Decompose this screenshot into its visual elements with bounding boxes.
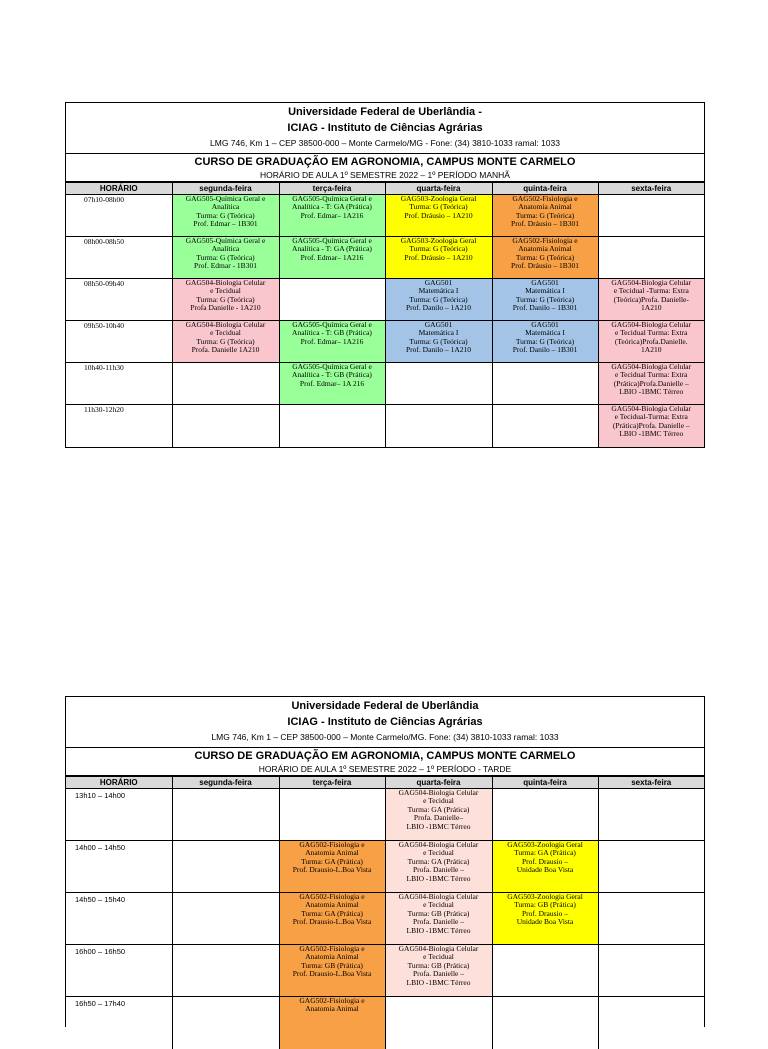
- class-info-line: Turma: G (Teórica): [515, 336, 575, 346]
- class-info-line: Prof. Danilo – 1A210: [406, 345, 471, 355]
- class-info-line: GAG505-Química Geral e: [292, 321, 372, 329]
- class-info-line: Analítica - T: GB (Prática): [292, 328, 372, 338]
- class-info-line: Matemática I: [418, 328, 459, 338]
- time-slot: 14h00 – 14h50: [66, 841, 172, 893]
- timetable-row: [66, 893, 704, 945]
- class-info-line: Turma: G (Teórica): [196, 252, 255, 262]
- column-header: quarta-feira: [385, 183, 492, 195]
- empty-cell: [598, 789, 704, 841]
- class-info-line: Analítica: [211, 244, 240, 254]
- class-info-line: GAG501: [424, 279, 453, 287]
- class-info-line: Prof. Edmar - 1B301: [194, 261, 257, 271]
- class-info-line: GAG502-Fisiologia e: [512, 195, 578, 203]
- class-info-line: Turma: G (Teórica): [196, 336, 255, 346]
- class-info-line: (Prática)Profa.Danielle –: [613, 378, 689, 388]
- class-info-line: Anatomia Animal: [305, 900, 359, 910]
- class-info-line: Profa. Danielle –: [412, 865, 465, 875]
- timetable-row: [66, 997, 704, 1049]
- class-cell: [385, 789, 492, 841]
- empty-cell: [598, 893, 704, 945]
- column-header: HORÁRIO: [66, 183, 172, 195]
- class-info-line: GAG505-Química Geral e: [185, 195, 266, 203]
- class-info-line: Anatomia Animal: [305, 952, 359, 962]
- class-info-line: Unidade Boa Vista: [516, 865, 574, 875]
- class-info-line: Prof. Drausio –: [521, 856, 569, 866]
- empty-cell: [172, 997, 279, 1049]
- class-info-line: Prof. Dráusio – 1B301: [511, 261, 579, 271]
- empty-cell: [172, 841, 279, 893]
- afternoon-timetable: [66, 776, 704, 1049]
- class-cell: [385, 893, 492, 945]
- class-info-line: GAG504-Biologia Celular: [398, 893, 479, 901]
- address-line: LMG 746, Km 1 – CEP 38500-000 – Monte Carmelo/MG. Fone: (34) 3810-1033 ramal: 1033: [211, 732, 559, 742]
- class-info-line: Turma: G (Teórica): [515, 252, 575, 262]
- class-info-line: LBIO -1BMC Térreo: [406, 977, 471, 987]
- class-info-line: Turma: G (Teórica): [515, 210, 575, 220]
- empty-cell: [385, 997, 492, 1049]
- class-info-line: e Tecidual Turma: Extra: [615, 370, 688, 380]
- class-info-line: e Tecidual: [210, 328, 241, 338]
- class-info-line: Unidade Boa Vista: [516, 917, 574, 927]
- empty-cell: [598, 841, 704, 893]
- class-info-line: GAG504-Biologia Celular: [398, 789, 479, 797]
- class-cell: [279, 945, 385, 997]
- empty-cell: [492, 945, 598, 997]
- class-info-line: Matemática I: [525, 286, 565, 296]
- class-cell: [172, 279, 279, 321]
- course-title: CURSO DE GRADUAÇÃO EM AGRONOMIA, CAMPUS MONTE CARMELO: [194, 750, 576, 762]
- class-cell: [385, 195, 492, 237]
- class-info-line: GAG501: [531, 279, 559, 287]
- empty-cell: [492, 789, 598, 841]
- time-slot: 13h10 – 14h00: [66, 789, 172, 841]
- class-info-line: Turma: G (Teórica): [409, 336, 468, 346]
- class-info-line: GAG501: [424, 321, 453, 329]
- class-info-line: Prof. Edmar– 1A 216: [299, 378, 365, 388]
- class-info-line: Turma: GA (Prática): [407, 856, 470, 866]
- time-slot: 14h50 – 15h40: [66, 893, 172, 945]
- afternoon-course: [66, 748, 704, 776]
- class-info-line: GAG504-Biologia Celular: [398, 945, 479, 953]
- class-info-line: Turma: GB (Prática): [514, 900, 576, 910]
- class-info-line: Turma: G (Teórica): [409, 294, 468, 304]
- class-info-line: GAG502-Fisiologia e: [512, 237, 578, 245]
- empty-cell: [492, 363, 598, 405]
- class-info-line: Anatomia Animal: [518, 244, 572, 254]
- class-info-line: GAG503-Zoologia Geral: [507, 893, 583, 901]
- class-info-line: Turma: GA (Prática): [407, 804, 470, 814]
- empty-cell: [279, 405, 385, 447]
- class-info-line: GAG504-Biologia Celular: [611, 363, 692, 371]
- column-header: quinta-feira: [492, 183, 598, 195]
- class-info-line: GAG503-Zoologia Geral: [400, 195, 477, 203]
- university-name: Universidade Federal de Uberlândia: [291, 700, 479, 712]
- timetable-row: [66, 279, 704, 321]
- class-info-line: GAG502-Fisiologia e: [299, 997, 365, 1005]
- class-cell: [279, 363, 385, 405]
- class-info-line: (Teórica)Profa. Danielle-: [613, 294, 689, 304]
- institute-name: ICIAG - Instituto de Ciências Agrárias: [287, 122, 483, 134]
- time-slot: 09h50-10h40: [66, 321, 172, 363]
- class-cell: [172, 237, 279, 279]
- timetable-header-row: [66, 777, 704, 789]
- class-cell: [492, 321, 598, 363]
- class-cell: [279, 321, 385, 363]
- column-header: HORÁRIO: [66, 777, 172, 789]
- class-info-line: GAG505-Química Geral e: [292, 237, 372, 245]
- class-info-line: e Tecidual Turma: Extra: [615, 328, 688, 338]
- class-info-line: LBIO -1BMC Térreo: [406, 821, 471, 831]
- class-info-line: Prof. Drausio-L.Boa Vista: [292, 865, 372, 875]
- class-info-line: Matemática I: [525, 328, 565, 338]
- class-info-line: Prof. Danilo – 1A210: [406, 303, 471, 313]
- class-info-line: Turma: G (Teórica): [409, 244, 468, 254]
- class-info-line: Prof. Drausio –: [521, 908, 569, 918]
- time-slot: 16h00 – 16h50: [66, 945, 172, 997]
- class-info-line: Turma: G (Teórica): [196, 294, 255, 304]
- morning-course: [66, 154, 704, 182]
- class-info-line: Turma: G (Teórica): [515, 294, 575, 304]
- timetable-row: [66, 195, 704, 237]
- class-info-line: Prof. Danilo – 1B301: [512, 345, 578, 355]
- course-subtitle: HORÁRIO DE AULA 1º SEMESTRE 2022 – 1º PERÍODO - TARDE: [258, 764, 512, 774]
- class-info-line: GAG504-Biologia Celular: [398, 841, 479, 849]
- class-cell: [385, 841, 492, 893]
- class-info-line: Anatomia Animal: [305, 1004, 359, 1014]
- class-info-line: Profa. Danielle 1A210: [191, 345, 260, 355]
- class-cell: [598, 279, 704, 321]
- class-info-line: e Tecidual -Turma: Extra: [613, 286, 689, 296]
- class-info-line: Profa. Danielle–: [413, 813, 464, 823]
- class-info-line: (Teórica)Profa.Danielle.: [614, 336, 688, 346]
- time-slot: 16h50 – 17h40: [66, 997, 172, 1049]
- class-cell: [492, 893, 598, 945]
- class-cell: [172, 195, 279, 237]
- column-header: segunda-feira: [172, 777, 279, 789]
- class-info-line: Prof. Edmar – 1B301: [193, 219, 258, 229]
- class-cell: [172, 321, 279, 363]
- class-cell: [385, 237, 492, 279]
- class-info-line: Turma: G (Teórica): [409, 202, 468, 212]
- empty-cell: [385, 405, 492, 447]
- empty-cell: [279, 279, 385, 321]
- class-info-line: Matemática I: [418, 286, 459, 296]
- empty-cell: [598, 997, 704, 1049]
- class-cell: [385, 321, 492, 363]
- class-info-line: Analítica - T: GA (Prática): [292, 244, 372, 254]
- course-subtitle: HORÁRIO DE AULA 1º SEMESTRE 2022 – 1º PERÍODO MANHÃ: [260, 170, 510, 180]
- class-cell: [279, 841, 385, 893]
- class-info-line: (Prática)Profa. Danielle –: [612, 420, 690, 430]
- time-slot: 07h10-08h00: [66, 195, 172, 237]
- class-info-line: GAG504-Biologia Celular: [611, 321, 692, 329]
- class-cell: [279, 997, 385, 1049]
- class-info-line: GAG505-Química Geral e: [292, 363, 372, 371]
- class-cell: [492, 279, 598, 321]
- class-info-line: GAG504-Biologia Celular: [185, 279, 266, 287]
- class-info-line: e Tecidual: [210, 286, 241, 296]
- class-info-line: Turma: GB (Prática): [407, 960, 470, 970]
- empty-cell: [598, 237, 704, 279]
- time-slot: 10h40-11h30: [66, 363, 172, 405]
- timetable-row: [66, 841, 704, 893]
- empty-cell: [385, 363, 492, 405]
- class-info-line: Prof. Dráusio – 1A210: [404, 210, 473, 220]
- afternoon-header: [66, 697, 704, 748]
- class-info-line: e Tecidual: [423, 900, 454, 910]
- class-info-line: Analítica: [211, 202, 240, 212]
- time-slot: 08h00-08h50: [66, 237, 172, 279]
- time-slot: 11h30-12h20: [66, 405, 172, 447]
- column-header: segunda-feira: [172, 183, 279, 195]
- empty-cell: [172, 789, 279, 841]
- class-info-line: Turma: GA (Prática): [301, 908, 363, 918]
- class-info-line: Prof. Edmar– 1A216: [300, 252, 364, 262]
- empty-cell: [492, 405, 598, 447]
- class-info-line: GAG505-Química Geral e: [292, 195, 372, 203]
- empty-cell: [172, 363, 279, 405]
- class-cell: [598, 363, 704, 405]
- course-title: CURSO DE GRADUAÇÃO EM AGRONOMIA, CAMPUS MONTE CARMELO: [194, 156, 576, 168]
- class-info-line: GAG501: [531, 321, 559, 329]
- class-info-line: 1A210: [641, 303, 662, 313]
- class-info-line: Anatomia Animal: [518, 202, 572, 212]
- class-info-line: Prof. Dráusio – 1B301: [511, 219, 579, 229]
- class-info-line: Profa. Danielle –: [412, 969, 465, 979]
- class-info-line: GAG503-Zoologia Geral: [507, 841, 583, 849]
- class-info-line: LBIO -1BMC Térreo: [619, 429, 684, 439]
- column-header: sexta-feira: [598, 777, 704, 789]
- class-cell: [492, 237, 598, 279]
- empty-cell: [598, 195, 704, 237]
- column-header: terça-feira: [279, 777, 385, 789]
- class-info-line: GAG502-Fisiologia e: [299, 893, 365, 901]
- class-info-line: GAG504-Biologia Celular: [611, 405, 692, 413]
- class-info-line: Prof. Edmar– 1A216: [300, 336, 364, 346]
- class-info-line: Prof. Danilo – 1B301: [512, 303, 578, 313]
- morning-schedule: [65, 102, 705, 448]
- empty-cell: [598, 945, 704, 997]
- class-info-line: Turma: GB (Prática): [301, 960, 363, 970]
- class-info-line: LBIO -1BMC Térreo: [619, 387, 684, 397]
- column-header: terça-feira: [279, 183, 385, 195]
- class-info-line: Prof. Dráusio – 1A210: [404, 252, 473, 262]
- timetable-row: [66, 237, 704, 279]
- university-name: Universidade Federal de Uberlândia -: [288, 106, 482, 118]
- class-cell: [279, 893, 385, 945]
- morning-header: [66, 103, 704, 154]
- class-info-line: GAG502-Fisiologia e: [299, 841, 365, 849]
- timetable-row: [66, 405, 704, 447]
- class-cell: [385, 279, 492, 321]
- class-cell: [492, 195, 598, 237]
- class-cell: [492, 841, 598, 893]
- timetable-header-row: [66, 183, 704, 195]
- class-cell: [598, 321, 704, 363]
- class-info-line: e Tecidual: [423, 796, 454, 806]
- class-info-line: Prof. Drausio-L.Boa Vista: [292, 969, 372, 979]
- class-info-line: e Tecidual: [423, 848, 454, 858]
- address-line: LMG 746, Km 1 – CEP 38500-000 – Monte Carmelo/MG - Fone: (34) 3810-1033 ramal: 1033: [210, 138, 560, 148]
- class-info-line: GAG502-Fisiologia e: [299, 945, 365, 953]
- timetable-row: [66, 789, 704, 841]
- class-cell: [385, 945, 492, 997]
- class-info-line: 1A210: [641, 345, 662, 355]
- class-cell: [598, 405, 704, 447]
- class-cell: [279, 237, 385, 279]
- class-info-line: Prof. Edmar– 1A216: [300, 210, 364, 220]
- empty-cell: [172, 945, 279, 997]
- class-info-line: e Tecidual: [423, 952, 454, 962]
- timetable-row: [66, 363, 704, 405]
- empty-cell: [279, 789, 385, 841]
- class-info-line: Turma: GB (Prática): [407, 908, 470, 918]
- class-info-line: GAG504-Biologia Celular: [611, 279, 692, 287]
- timetable-row: [66, 945, 704, 997]
- class-info-line: Analítica - T: GA (Prática): [292, 202, 372, 212]
- empty-cell: [172, 405, 279, 447]
- time-slot: 08h50-09h40: [66, 279, 172, 321]
- column-header: quarta-feira: [385, 777, 492, 789]
- empty-cell: [172, 893, 279, 945]
- class-info-line: Turma: GA (Prática): [514, 848, 576, 858]
- class-info-line: e Tecidual-Turma: Extra: [614, 412, 688, 422]
- class-info-line: Anatomia Animal: [305, 848, 359, 858]
- empty-cell: [492, 997, 598, 1049]
- class-info-line: Turma: GA (Prática): [301, 856, 363, 866]
- column-header: sexta-feira: [598, 183, 704, 195]
- class-info-line: LBIO -1BMC Térreo: [406, 873, 471, 883]
- class-info-line: Profa. Danielle –: [412, 917, 465, 927]
- institute-name: ICIAG - Instituto de Ciências Agrárias: [287, 716, 483, 728]
- morning-timetable: [66, 182, 704, 447]
- class-info-line: GAG504-Biologia Celular: [185, 321, 266, 329]
- class-info-line: Analítica - T: GB (Prática): [292, 370, 372, 380]
- afternoon-schedule: [65, 696, 705, 1027]
- class-info-line: Turma: G (Teórica): [196, 210, 255, 220]
- class-info-line: GAG505-Química Geral e: [185, 237, 266, 245]
- class-info-line: Prof. Drausio-L.Boa Vista: [292, 917, 372, 927]
- class-info-line: LBIO -1BMC Térreo: [406, 925, 471, 935]
- class-info-line: Profa Danielle - 1A210: [190, 303, 261, 313]
- column-header: quinta-feira: [492, 777, 598, 789]
- class-cell: [279, 195, 385, 237]
- timetable-row: [66, 321, 704, 363]
- class-info-line: GAG503-Zoologia Geral: [400, 237, 477, 245]
